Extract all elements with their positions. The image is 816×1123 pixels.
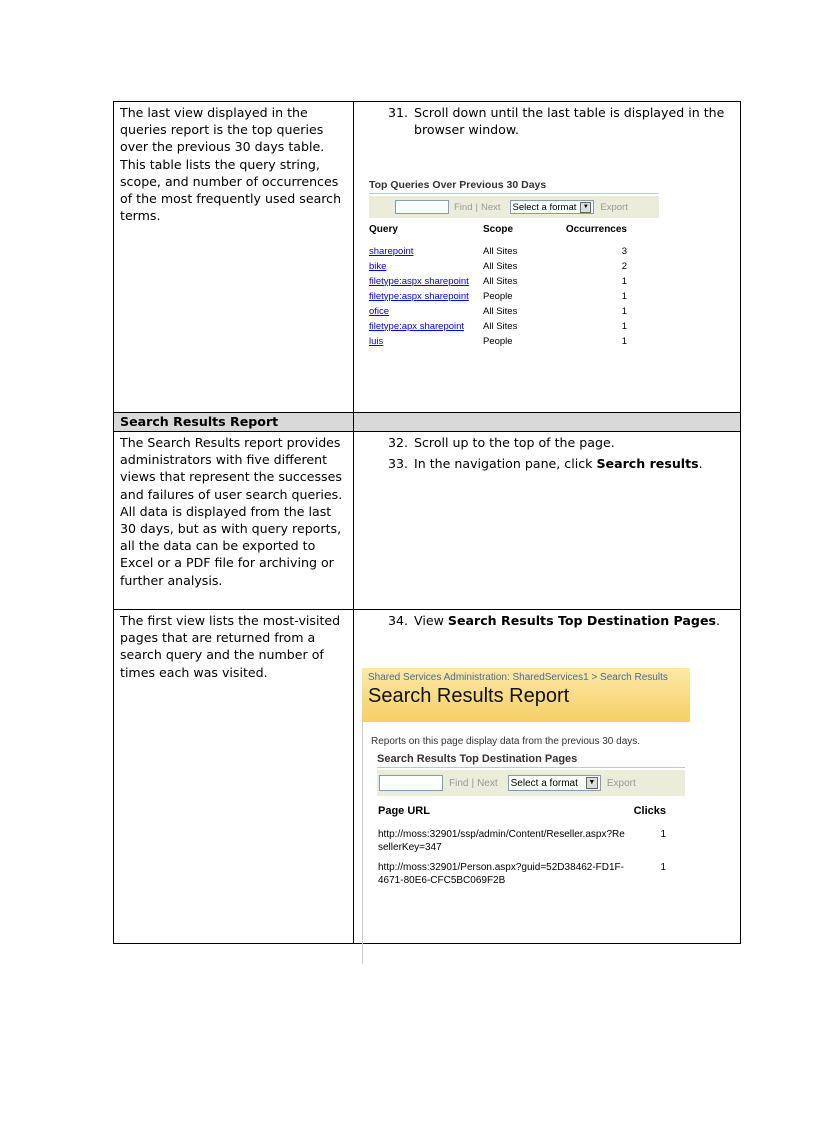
destination-pages-title: Search Results Top Destination Pages (377, 753, 685, 768)
clicks-value: 1 (660, 829, 666, 840)
top-queries-table (369, 224, 629, 350)
step-33: 33. In the navigation pane, click Search results. (387, 456, 703, 472)
description-cell: The Search Results report provides administrators with five different views that represent the successes and failures of user search queries. All data is displayed from the last 30 days, but as with query reports, all the data can be exported to Excel or a PDF file for archiving or further analysis. (114, 432, 354, 609)
description-cell: The last view displayed in the queries report is the top queries over the previous 30 days table. This table lists the query string, scope, and number of occurrences of the most frequently used search terms. (114, 102, 354, 412)
step-32: 32. Scroll up to the top of the page. (387, 435, 615, 450)
step-34: 34. View Search Results Top Destination Pages. (387, 613, 721, 628)
find-link[interactable]: Find (449, 777, 469, 789)
steps-cell (354, 432, 740, 609)
table-row: luis People 1 (369, 335, 627, 347)
query-link[interactable]: sharepoint (369, 245, 414, 257)
query-link[interactable]: filetype:apx sharepoint (369, 320, 465, 332)
col-query: Query (369, 224, 398, 235)
table-row: sharepoint All Sites 3 (369, 245, 627, 257)
find-input[interactable] (395, 200, 449, 214)
query-link[interactable]: filetype:aspx sharepoint (369, 275, 469, 287)
dropdown-arrow-icon: ▼ (586, 777, 598, 789)
toolbar-separator: | (475, 201, 478, 213)
destination-pages-table (377, 804, 667, 893)
query-link[interactable]: luis (369, 335, 384, 347)
next-link[interactable]: Next (477, 777, 498, 789)
top-queries-title: Top Queries Over Previous 30 Days (369, 179, 659, 194)
table-row (114, 431, 740, 609)
page-url: http://moss:32901/ssp/admin/Content/Reseller.aspx?ResellerKey=347 (378, 829, 625, 853)
dropdown-arrow-icon: ▼ (580, 202, 591, 213)
toolbar-separator: | (471, 777, 475, 789)
table-row (377, 860, 667, 893)
report-toolbar (377, 770, 685, 796)
document-table (113, 101, 741, 944)
query-link[interactable]: filetype:aspx sharepoint (369, 290, 469, 302)
query-link[interactable]: ofice (369, 305, 390, 317)
clicks-value: 1 (660, 862, 666, 873)
format-select[interactable]: Select a format ▼ (508, 775, 601, 791)
col-clicks: Clicks (633, 805, 666, 817)
col-page-url: Page URL (378, 805, 430, 817)
report-toolbar (369, 196, 659, 218)
query-link[interactable]: bike (369, 260, 387, 272)
report-note: Reports on this page display data from the previous 30 days. (371, 736, 641, 747)
find-link[interactable]: Find (454, 201, 473, 213)
description-cell: The first view lists the most-visited pages that are returned from a search query and the number of times each was visited. (114, 610, 354, 943)
table-row: filetype:apx sharepoint All Sites 1 (369, 320, 627, 332)
col-scope: Scope (483, 224, 514, 235)
table-row: ofice All Sites 1 (369, 305, 627, 317)
page-title: Search Results Report (368, 685, 570, 707)
report-header (362, 668, 690, 722)
table-row: filetype:aspx sharepoint All Sites 1 (369, 275, 627, 287)
table-row: bike All Sites 2 (369, 260, 627, 272)
section-header-row (114, 412, 740, 431)
report-body (362, 722, 690, 964)
section-title: Search Results Report (114, 413, 354, 431)
next-link[interactable]: Next (480, 201, 501, 213)
find-input[interactable] (379, 775, 443, 791)
breadcrumb[interactable]: Shared Services Administration: SharedServices1 > Search Results (368, 672, 668, 683)
table-row (377, 827, 667, 860)
format-select[interactable]: Select a format ▼ (510, 200, 595, 214)
export-link[interactable]: Export (600, 201, 628, 213)
top-queries-screenshot (369, 179, 659, 350)
col-occurrences: Occurrences (565, 224, 627, 235)
step-31: 31. Scroll down until the last table is displayed in the browser window. (387, 105, 725, 138)
export-link[interactable]: Export (606, 777, 636, 789)
page-url: http://moss:32901/Person.aspx?guid=52D38462-FD1F-4671-80E6-CFC5BC069F2B (378, 862, 624, 886)
search-results-screenshot (362, 668, 690, 964)
table-row: filetype:aspx sharepoint People 1 (369, 290, 627, 302)
